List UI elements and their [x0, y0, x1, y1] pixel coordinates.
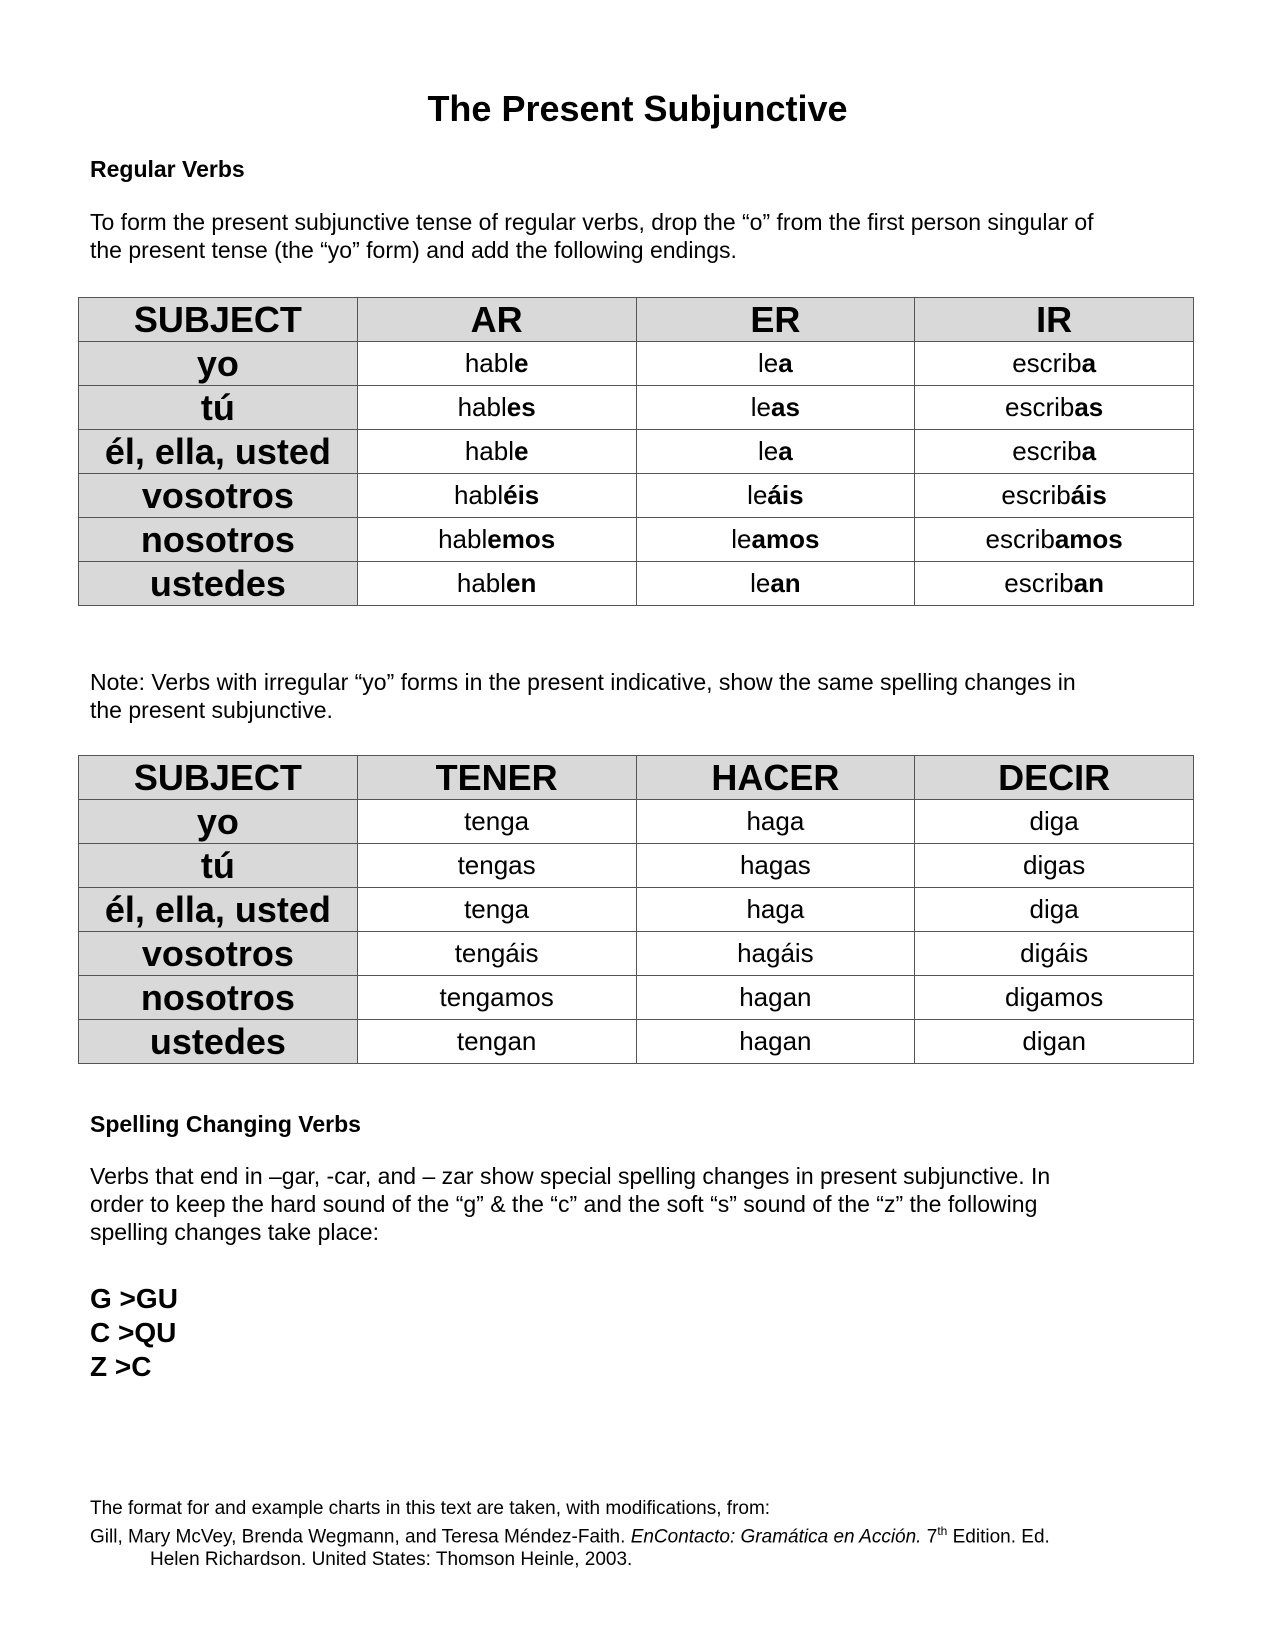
er-form-cell [636, 386, 915, 430]
er-form-cell [636, 474, 915, 518]
citation-line-2 [90, 1520, 1210, 1548]
ar-form-cell [357, 386, 636, 430]
verb-stem: le [750, 392, 772, 422]
table-row [79, 844, 1194, 888]
tener-form-cell: tengan [357, 1020, 636, 1064]
verb-stem: escrib [1001, 480, 1071, 510]
er-form-cell [636, 342, 915, 386]
citation-book-title: EnContacto: Gramática en Acción. [630, 1526, 922, 1548]
hacer-form-cell: hagáis [636, 932, 915, 976]
er-form-cell [636, 562, 915, 606]
citation-line-3: Helen Richardson. United States: Thomson Heinle, 2003. [150, 1549, 633, 1571]
verb-stem: habl [438, 524, 488, 554]
ar-form-cell [357, 474, 636, 518]
irregular-note [90, 668, 1210, 724]
verb-stem: habl [456, 568, 507, 598]
verb-ending: a [1081, 436, 1097, 466]
verb-stem: le [731, 524, 752, 554]
verb-ending: áis [767, 480, 804, 510]
verb-ending: a [1081, 348, 1097, 378]
header-hacer: HACER [636, 756, 915, 800]
ar-form-cell [357, 562, 636, 606]
hacer-form-cell: hagan [636, 1020, 915, 1064]
verb-stem: habl [464, 348, 514, 378]
table-row [79, 386, 1194, 430]
verb-stem: escrib [985, 524, 1055, 554]
ir-form-cell [915, 562, 1194, 606]
verb-stem: le [758, 436, 779, 466]
verb-ending: an [1073, 568, 1104, 598]
subject-cell: tú [79, 386, 358, 430]
hacer-form-cell: haga [636, 888, 915, 932]
header-ar: AR [357, 298, 636, 342]
regular-endings-table [78, 297, 1194, 606]
decir-form-cell: digas [915, 844, 1194, 888]
verb-ending: éis [503, 480, 540, 510]
page-title: The Present Subjunctive [427, 88, 848, 129]
verb-ending: as [1074, 392, 1104, 422]
header-er: ER [636, 298, 915, 342]
verb-ending: en [506, 568, 537, 598]
table-row [79, 518, 1194, 562]
citation-authors: Gill, Mary McVey, Brenda Wegmann, and Teresa Méndez-Faith. [90, 1526, 631, 1548]
regular-verbs-heading: Regular Verbs [90, 156, 245, 182]
subject-cell: ustedes [79, 1020, 358, 1064]
subject-cell: yo [79, 800, 358, 844]
table-row [79, 888, 1194, 932]
subject-cell: nosotros [79, 518, 358, 562]
spelling-line-3: spelling changes take place: [90, 1219, 379, 1245]
ir-form-cell [915, 386, 1194, 430]
note-line-2: the present subjunctive. [90, 697, 333, 723]
table-row [79, 430, 1194, 474]
hacer-form-cell: hagas [636, 844, 915, 888]
irregular-verbs-table [78, 755, 1194, 1064]
ir-form-cell [915, 518, 1194, 562]
verb-stem: escrib [1012, 348, 1082, 378]
ir-form-cell [915, 474, 1194, 518]
tener-form-cell: tenga [357, 888, 636, 932]
verb-ending: emos [487, 524, 556, 554]
hacer-form-cell: haga [636, 800, 915, 844]
table-row [79, 1020, 1194, 1064]
verb-stem: escrib [1004, 392, 1075, 422]
header-subject: SUBJECT [79, 298, 358, 342]
decir-form-cell: digáis [915, 932, 1194, 976]
header-tener: TENER [357, 756, 636, 800]
subject-cell: nosotros [79, 976, 358, 1020]
ir-form-cell [915, 430, 1194, 474]
verb-ending: amos [751, 524, 820, 554]
decir-form-cell: diga [915, 800, 1194, 844]
subject-cell: vosotros [79, 474, 358, 518]
subject-cell: él, ella, usted [79, 888, 358, 932]
note-line-1: Note: Verbs with irregular “yo” forms in the present indicative, show the same spelling changes in [90, 669, 1076, 695]
verb-stem: le [758, 348, 779, 378]
verb-stem: habl [464, 436, 514, 466]
table-row [79, 976, 1194, 1020]
header-ir: IR [915, 298, 1194, 342]
spelling-line-2: order to keep the hard sound of the “g” & the “c” and the soft “s” sound of the “z” the following [90, 1191, 1038, 1217]
tener-form-cell: tengas [357, 844, 636, 888]
verb-ending: e [513, 436, 529, 466]
table-row [79, 800, 1194, 844]
subject-cell: vosotros [79, 932, 358, 976]
decir-form-cell: digamos [915, 976, 1194, 1020]
verb-stem: le [747, 480, 768, 510]
tener-form-cell: tengamos [357, 976, 636, 1020]
table-row [79, 562, 1194, 606]
verb-ending: e [513, 348, 529, 378]
decir-form-cell: digan [915, 1020, 1194, 1064]
regular-verbs-intro [90, 208, 1210, 264]
intro-line-2: the present tense (the “yo” form) and add the following endings. [90, 237, 737, 263]
er-form-cell [636, 518, 915, 562]
spelling-line-1: Verbs that end in –gar, -car, and – zar show special spelling changes in present subjunctive. In [90, 1163, 1051, 1189]
hacer-form-cell: hagan [636, 976, 915, 1020]
tener-form-cell: tengáis [357, 932, 636, 976]
verb-ending: a [778, 348, 793, 378]
table-row [79, 474, 1194, 518]
er-form-cell [636, 430, 915, 474]
spelling-verbs-heading: Spelling Changing Verbs [90, 1111, 361, 1137]
verb-ending: as [771, 392, 800, 422]
subject-cell: yo [79, 342, 358, 386]
spelling-rules-list [90, 1282, 178, 1384]
intro-line-1: To form the present subjunctive tense of regular verbs, drop the “o” from the first person singular of [90, 209, 1094, 235]
header-decir: DECIR [915, 756, 1194, 800]
tener-form-cell: tenga [357, 800, 636, 844]
citation-edition: 7 [921, 1526, 938, 1548]
table-row [79, 342, 1194, 386]
citation-editor-prefix: Edition. Ed. [947, 1526, 1050, 1548]
citation-line-1: The format for and example charts in this text are taken, with modifications, from: [90, 1498, 771, 1519]
source-citation [90, 1497, 1210, 1571]
ar-form-cell [357, 430, 636, 474]
table-header-row [79, 756, 1194, 800]
ar-form-cell [357, 518, 636, 562]
spelling-rule: C >QU [90, 1317, 177, 1348]
spelling-rule: Z >C [90, 1351, 152, 1382]
verb-stem: escrib [1012, 436, 1082, 466]
subject-cell: él, ella, usted [79, 430, 358, 474]
ir-form-cell [915, 342, 1194, 386]
table-row [79, 932, 1194, 976]
table-header-row [79, 298, 1194, 342]
subject-cell: tú [79, 844, 358, 888]
verb-stem: habl [457, 392, 507, 422]
spelling-verbs-intro [90, 1162, 1210, 1246]
header-subject: SUBJECT [79, 756, 358, 800]
subject-cell: ustedes [79, 562, 358, 606]
decir-form-cell: diga [915, 888, 1194, 932]
verb-stem: le [750, 568, 771, 598]
verb-ending: a [778, 436, 793, 466]
verb-stem: habl [453, 480, 504, 510]
spelling-rule: G >GU [90, 1283, 178, 1314]
ar-form-cell [357, 342, 636, 386]
verb-ending: an [770, 568, 801, 598]
verb-ending: amos [1054, 524, 1123, 554]
citation-edition-suffix: th [937, 1524, 948, 1538]
verb-ending: áis [1070, 480, 1107, 510]
verb-stem: escrib [1004, 568, 1074, 598]
verb-ending: es [506, 392, 536, 422]
